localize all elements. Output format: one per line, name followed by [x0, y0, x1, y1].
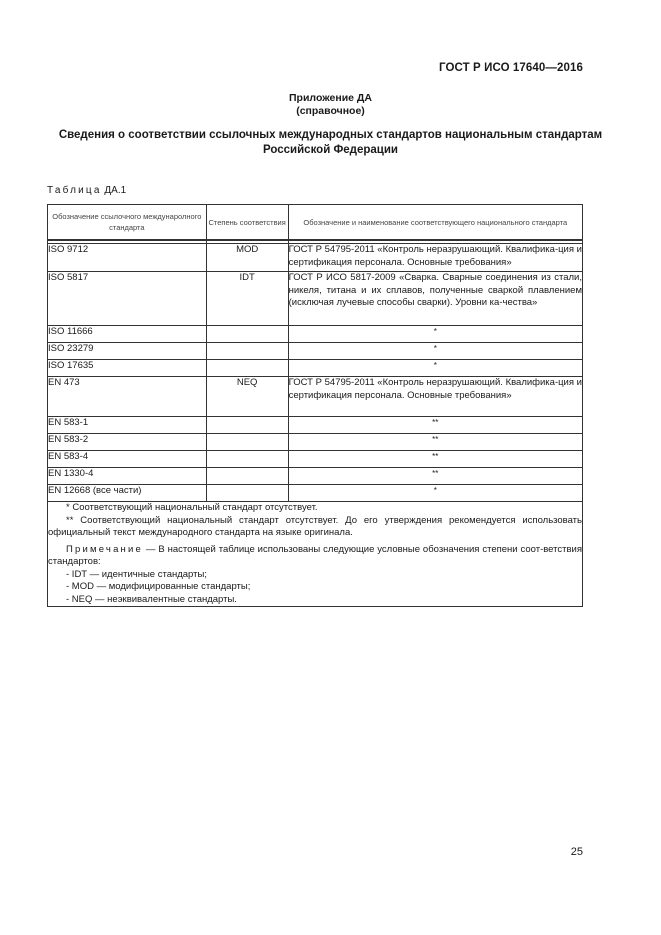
legend-mod: - MOD — модифицированные стандарты; — [66, 581, 251, 592]
table-footnotes — [48, 502, 583, 607]
table-caption-label: Таблица — [47, 185, 102, 196]
footnote-single-star: * Соответствующий национальный стандарт отсутствует. — [66, 502, 318, 513]
table-row — [48, 417, 583, 434]
cell-code: EN 473 — [48, 377, 207, 417]
cell-title: * — [288, 326, 582, 343]
section-title-line-1: Сведения о соответствии ссылочных международных стандартов национальным стандартам — [58, 129, 603, 141]
note-text: — В настоящей таблице использованы следующие условные обозначения степени соот-ветствия стандартов: — [48, 543, 582, 567]
document-code: ГОСТ Р ИСО 17640—2016 — [438, 62, 583, 74]
cell-degree — [206, 451, 288, 468]
cell-code: ISO 11666 — [48, 326, 207, 343]
legend-idt: - IDT — идентичные стандарты; — [66, 568, 207, 580]
table-row — [48, 343, 583, 360]
table-row — [48, 244, 583, 272]
table-caption-number: ДА.1 — [104, 185, 127, 196]
table-footnotes-row — [48, 502, 583, 607]
cell-code: ISO 5817 — [48, 272, 207, 326]
cell-degree: IDT — [206, 272, 288, 326]
section-title — [45, 128, 616, 158]
table-header-row — [48, 205, 583, 241]
cell-code: ISO 17635 — [48, 360, 207, 377]
cell-code: EN 1330-4 — [48, 468, 207, 485]
cell-code: EN 12668 (все части) — [48, 485, 207, 502]
correspondence-table — [47, 204, 583, 607]
cell-title: * — [288, 485, 582, 502]
cell-code: ISO 9712 — [48, 244, 207, 272]
cell-code: EN 583-4 — [48, 451, 207, 468]
table-row — [48, 272, 583, 326]
cell-code: EN 583-2 — [48, 434, 207, 451]
cell-degree — [206, 343, 288, 360]
cell-degree: MOD — [206, 244, 288, 272]
cell-degree — [206, 360, 288, 377]
cell-degree — [206, 468, 288, 485]
column-header-code: Обозначение ссылочного междунаролного стандарта — [48, 205, 207, 241]
cell-degree: NEQ — [206, 377, 288, 417]
cell-degree — [206, 417, 288, 434]
table-row — [48, 468, 583, 485]
note-label: Примечание — [66, 543, 143, 555]
cell-degree — [206, 434, 288, 451]
cell-code: ISO 23279 — [48, 343, 207, 360]
table-row — [48, 360, 583, 377]
table-row — [48, 451, 583, 468]
cell-title: * — [288, 343, 582, 360]
page-number: 25 — [570, 846, 583, 858]
section-title-line-2: Российской Федерации — [262, 144, 398, 156]
annex-title: Приложение ДА — [289, 92, 372, 104]
table-row — [48, 434, 583, 451]
cell-title: ** — [288, 468, 582, 485]
cell-title: ** — [288, 434, 582, 451]
column-header-degree: Степень соответствия — [206, 205, 288, 241]
cell-title: ГОСТ Р ИСО 5817-2009 «Сварка. Сварные соединения из стали, никеля, титана и их сплавов, полученные сваркой плавлением (исключая лучевые способы сварки). Уровни ка-чества» — [288, 272, 582, 326]
cell-degree — [206, 485, 288, 502]
table-caption — [47, 185, 126, 196]
cell-degree — [206, 326, 288, 343]
cell-title: * — [288, 360, 582, 377]
cell-title: ГОСТ Р 54795-2011 «Контроль неразрушающий. Квалифика-ция и сертификация персонала. Основные требования» — [288, 244, 582, 272]
cell-title: ** — [288, 451, 582, 468]
table-row — [48, 485, 583, 502]
footnote-double-star: ** Соответствующий национальный стандарт отсутствует. До его утверждения рекомендуется использовать официальный текст международного стандарта на языке оригинала. — [48, 514, 582, 538]
table-row — [48, 326, 583, 343]
cell-title: ** — [288, 417, 582, 434]
column-header-title: Обозначение и наименование соответствующего национального стандарта — [288, 205, 582, 241]
cell-title: ГОСТ Р 54795-2011 «Контроль неразрушающий. Квалифика-ция и сертификация персонала. Основные требования» — [288, 377, 582, 417]
table-note — [48, 544, 582, 569]
legend-neq: - NEQ — неэквивалентные стандарты. — [66, 593, 237, 605]
table-row — [48, 377, 583, 417]
annex-subtitle: (справочное) — [296, 105, 365, 117]
cell-code: EN 583-1 — [48, 417, 207, 434]
